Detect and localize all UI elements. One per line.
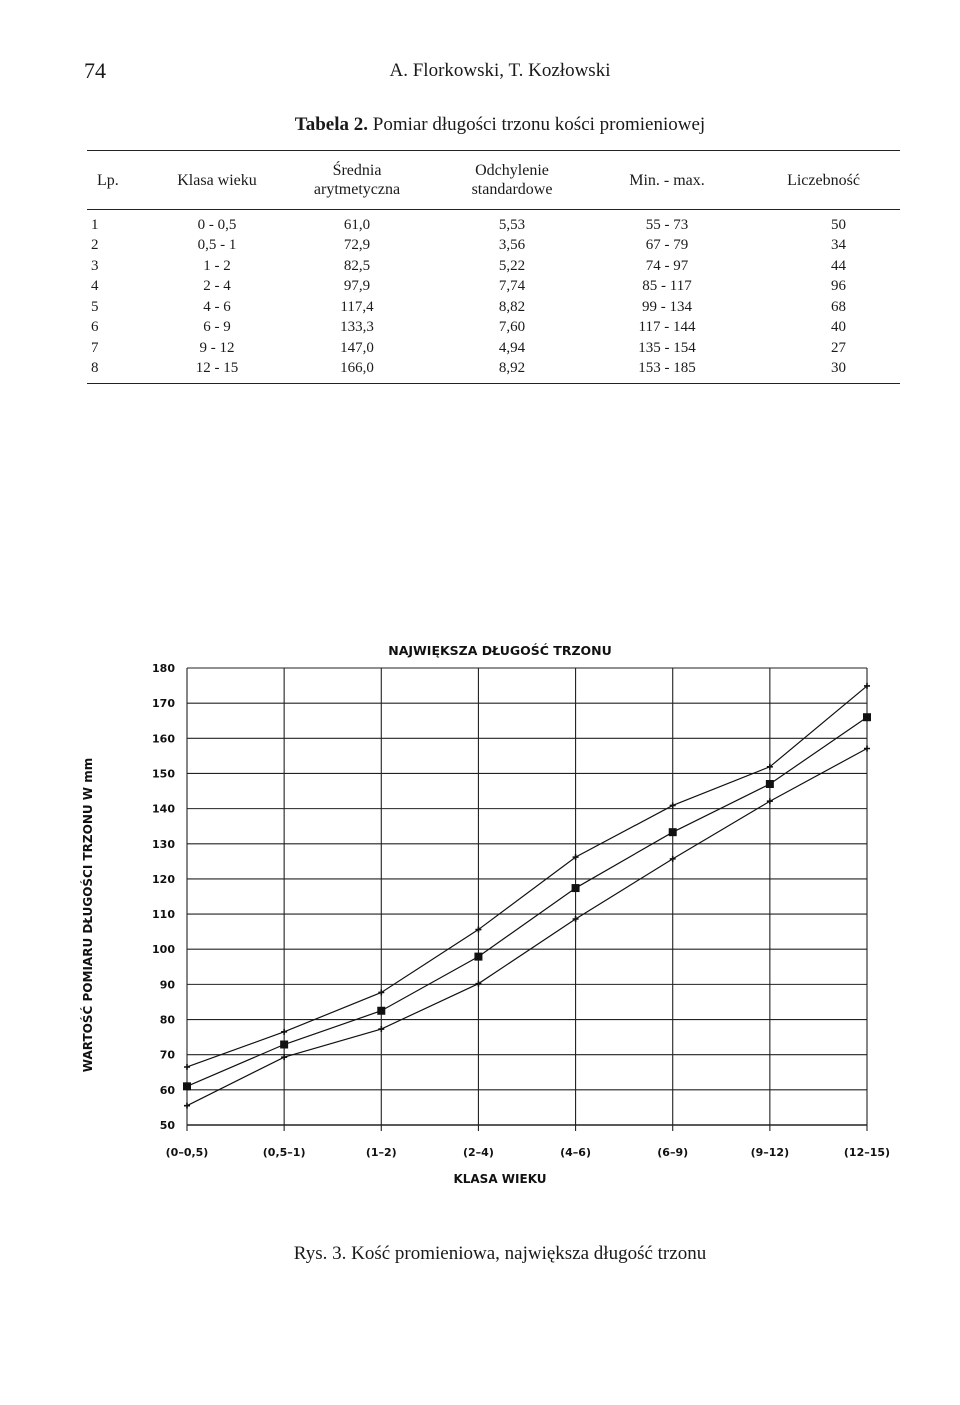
cell-odch: 4,94 [498,339,526,356]
cell-klasa: 2 - 4 [203,278,231,295]
table-caption-text: Pomiar długości trzonu kości promieniowej [372,114,706,135]
header-odch-line2: standardowe [471,181,553,198]
mean-point [377,1007,385,1015]
mean-point [474,953,482,961]
chart-y-ticks [152,662,175,1132]
cell-srednia: 166,0 [277,359,437,384]
cell-srednia: 117,4 [340,298,374,315]
series-line [187,717,867,1086]
y-tick-label: 100 [152,943,175,957]
y-tick-label: 180 [152,662,175,675]
series-line [187,686,867,1067]
y-tick-label: 170 [152,697,175,711]
chart-grid [187,668,867,1131]
table-caption [240,114,760,136]
data-table [87,150,900,384]
cell-minmax: 67 - 79 [645,237,689,254]
sd-point [281,1029,287,1035]
x-tick-label: (1–2) [365,1146,397,1159]
cell-minmax: 99 - 134 [642,298,692,315]
y-tick-label: 150 [152,767,175,781]
y-tick-label: 90 [159,978,175,992]
cell-n: 50 [831,216,846,233]
sd-point [767,798,773,804]
cell-lp: 4 [91,278,99,295]
chart-series [183,683,871,1109]
figure-caption-text: Kość promieniowa, największa długość trzonu [351,1243,707,1264]
running-head: A. Florkowski, T. Kozłowski [389,60,611,81]
y-tick-label: 130 [152,837,175,851]
y-tick-label: 160 [152,732,175,746]
cell-klasa: 4 - 6 [203,298,231,315]
mean-point [863,713,871,721]
mean-point [669,828,677,836]
y-tick-label: 120 [152,872,175,886]
header-srednia [277,151,437,210]
y-tick-label: 110 [152,908,175,922]
table-row [87,318,900,339]
cell-minmax: 85 - 117 [642,278,692,295]
cell-klasa: 1 - 2 [203,257,231,274]
cell-odch: 3,56 [498,237,526,254]
cell-lp: 8 [87,359,157,384]
mean-point [766,780,774,788]
table-header-row [87,151,900,210]
cell-lp: 3 [91,257,99,274]
cell-odch: 8,82 [498,298,526,315]
header-srednia-line1: Średnia [332,162,382,179]
cell-srednia: 147,0 [340,339,374,356]
cell-odch: 7,60 [498,319,526,336]
cell-lp: 1 [91,216,99,233]
chart-title: NAJWIĘKSZA DŁUGOŚĆ TRZONU [388,643,612,658]
x-tick-label: (4–6) [560,1146,592,1159]
figure-caption-label: Rys. 3. [293,1243,347,1264]
table-row [87,338,900,359]
cell-srednia: 61,0 [343,216,371,233]
cell-klasa: 0 - 0,5 [197,216,237,233]
header-srednia-line2: arytmetyczna [313,181,401,198]
header-minmax: Min. - max. [587,151,747,210]
cell-n: 44 [831,257,846,274]
cell-n: 96 [831,278,846,295]
cell-n: 68 [831,298,846,315]
cell-minmax: 74 - 97 [645,257,689,274]
mean-point [280,1040,288,1048]
sd-point [378,1026,384,1032]
mean-point [183,1082,191,1090]
mean-point [572,884,580,892]
table-row [87,256,900,277]
y-tick-label: 60 [159,1083,175,1097]
sd-point [184,1064,190,1070]
chart-y-label: WARTOŚĆ POMIARU DŁUGOŚCI TRZONU W mm [81,757,95,1073]
cell-odch: 8,92 [437,359,587,384]
x-tick-label: (6–9) [657,1146,689,1159]
figure-caption [230,1243,770,1265]
sd-point [378,989,384,995]
table-row [87,297,900,318]
chart-x-ticks [166,1146,890,1159]
y-tick-label: 70 [159,1048,175,1062]
cell-odch: 5,53 [498,216,526,233]
table-row [87,210,900,236]
header-lp: Lp. [87,151,157,210]
header-liczebnosc: Liczebność [747,151,900,210]
page-number: 74 [84,58,106,83]
cell-srednia: 72,9 [343,237,371,254]
cell-odch: 7,74 [498,278,526,295]
cell-n: 34 [831,237,846,254]
x-tick-label: (12–15) [843,1146,891,1159]
table-row [87,277,900,298]
chart-x-label: KLASA WIEKU [453,1172,547,1186]
sd-point [670,802,676,808]
header-odchylenie [437,151,587,210]
sd-point [864,746,870,752]
y-tick-label: 80 [159,1013,175,1027]
table-row [87,236,900,257]
cell-lp: 6 [91,319,99,336]
cell-srednia: 82,5 [343,257,371,274]
cell-minmax: 135 - 154 [638,339,696,356]
cell-klasa: 0,5 - 1 [197,237,237,254]
series-line [187,749,867,1106]
x-tick-label: (0,5–1) [262,1146,306,1159]
cell-klasa: 9 - 12 [199,339,235,356]
x-tick-label: (2–4) [462,1146,494,1159]
cell-minmax: 55 - 73 [645,216,689,233]
cell-klasa: 12 - 15 [157,359,277,384]
y-tick-label: 140 [152,802,175,816]
cell-lp: 7 [91,339,99,356]
cell-n: 27 [831,339,846,356]
table-row [87,359,900,384]
header-odch-line1: Odchylenie [475,162,549,179]
chart [80,640,910,1200]
cell-klasa: 6 - 9 [203,319,231,336]
x-tick-label: (9–12) [750,1146,790,1159]
cell-srednia: 97,9 [343,278,371,295]
cell-n: 40 [831,319,846,336]
x-tick-label: (0–0,5) [165,1146,209,1159]
sd-point [184,1103,190,1109]
cell-minmax: 153 - 185 [587,359,747,384]
cell-lp: 5 [91,298,99,315]
y-tick-label: 50 [159,1119,175,1132]
cell-odch: 5,22 [498,257,526,274]
table-caption-label: Tabela 2. [294,114,368,135]
cell-minmax: 117 - 144 [638,319,696,336]
cell-n: 30 [747,359,900,384]
table-body [87,210,900,384]
sd-point [670,856,676,862]
header-klasa: Klasa wieku [157,151,277,210]
cell-srednia: 133,3 [340,319,374,336]
cell-lp: 2 [91,237,99,254]
